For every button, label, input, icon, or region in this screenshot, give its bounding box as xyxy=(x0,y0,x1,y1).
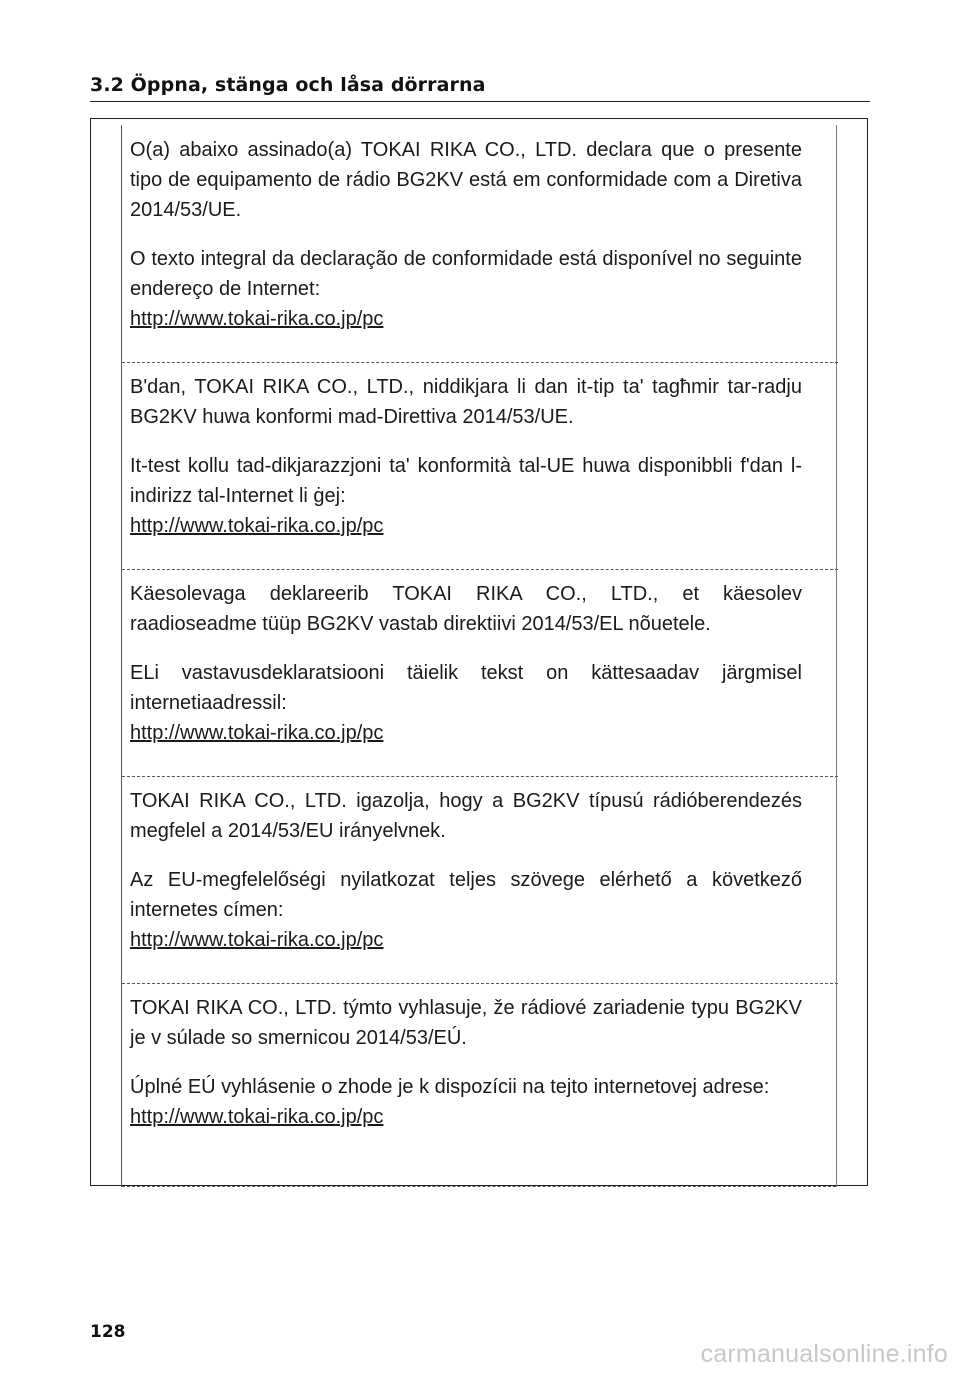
declaration-link[interactable]: http://www.tokai-rika.co.jp/pc xyxy=(130,515,384,537)
declaration-section-slovak xyxy=(122,983,838,1132)
section-divider xyxy=(122,983,838,984)
section-divider-bottom xyxy=(122,1186,836,1187)
declaration-statement: TOKAI RIKA CO., LTD. igazolja, hogy a BG2KV típusú rádióberendezés megfelel a 2014/53/EU irányelvnek. xyxy=(130,790,802,842)
declaration-box xyxy=(90,118,868,1186)
declaration-section-maltese xyxy=(122,362,838,541)
section-divider xyxy=(122,776,838,777)
declaration-statement: Käesolevaga deklareerib TOKAI RIKA CO., LTD., et käesolev raadioseadme tüüp BG2KV vastab direktiivi 2014/53/EL nõuetele. xyxy=(130,583,802,635)
declaration-section-estonian xyxy=(122,569,838,748)
declaration-availability: Úplné EÚ vyhlásenie o zhode je k dispozícii na tejto internetovej adrese: xyxy=(130,1076,770,1098)
page-title: 3.2 Öppna, stänga och låsa dörrarna xyxy=(90,74,486,96)
declaration-link[interactable]: http://www.tokai-rika.co.jp/pc xyxy=(130,929,384,951)
page-number: 128 xyxy=(90,1322,126,1342)
declaration-link[interactable]: http://www.tokai-rika.co.jp/pc xyxy=(130,308,384,330)
declaration-availability: Az EU-megfelelőségi nyilatkozat teljes szövege elérhető a következő internetes címen: xyxy=(130,869,802,921)
declaration-statement: O(a) abaixo assinado(a) TOKAI RIKA CO., LTD. declara que o presente tipo de equipamento de rádio BG2KV está em conformidade com a Diretiva 2014/53/UE. xyxy=(130,139,802,221)
section-divider xyxy=(122,569,838,570)
declaration-section-hungarian xyxy=(122,776,838,955)
declaration-statement: TOKAI RIKA CO., LTD. týmto vyhlasuje, že rádiové zariadenie typu BG2KV je v súlade so smernicou 2014/53/EÚ. xyxy=(130,997,802,1049)
page-header xyxy=(90,74,870,102)
declaration-availability: ELi vastavusdeklaratsiooni täielik tekst on kättesaadav järgmisel internetiaadressil: xyxy=(130,662,802,714)
declaration-section-portuguese xyxy=(122,135,838,334)
declaration-link[interactable]: http://www.tokai-rika.co.jp/pc xyxy=(130,722,384,744)
declaration-link[interactable]: http://www.tokai-rika.co.jp/pc xyxy=(130,1106,384,1128)
section-divider xyxy=(122,362,838,363)
declaration-availability: O texto integral da declaração de conformidade está disponível no seguinte endereço de Internet: xyxy=(130,248,802,300)
watermark: carmanualsonline.info xyxy=(700,1340,948,1368)
declaration-statement: B'dan, TOKAI RIKA CO., LTD., niddikjara li dan it-tip ta' tagħmir tar-radju BG2KV huwa konformi mad-Direttiva 2014/53/UE. xyxy=(130,376,802,428)
declaration-availability: It-test kollu tad-dikjarazzjoni ta' konformità tal-UE huwa disponibbli f'dan l-indirizz tal-Internet li ġej: xyxy=(130,455,802,507)
declaration-frame xyxy=(121,125,837,1187)
